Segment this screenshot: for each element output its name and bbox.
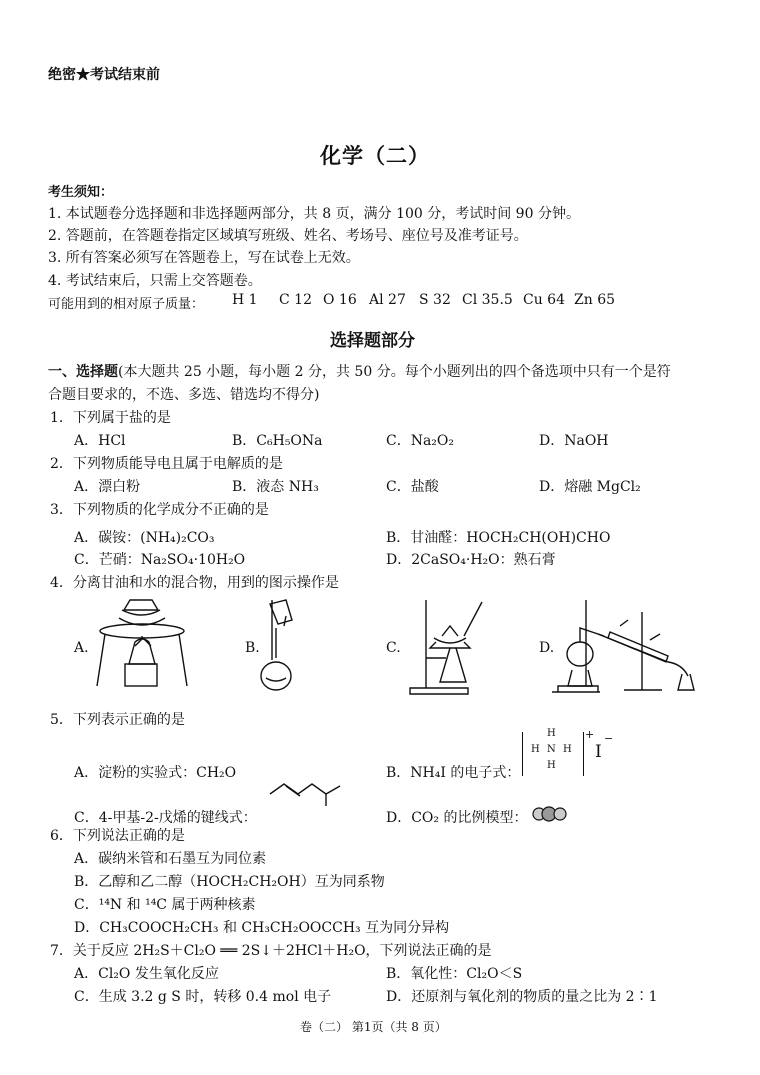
option-b: B．C₆H₅ONa — [232, 433, 323, 449]
skeletal-formula-icon — [268, 776, 348, 806]
part-label: 一、选择题 — [48, 364, 118, 380]
notice-heading: 考生须知： — [48, 185, 114, 200]
page-footer: 卷（二） 第1页（共 8 页） — [300, 1020, 447, 1034]
option-d: D．熔融 MgCl₂ — [539, 479, 641, 495]
option-a: A．漂白粉 — [74, 479, 141, 495]
part-description: (本大题共 25 小题，每小题 2 分，共 50 分。每个小题列出的四个备选项中只有一个是符 — [118, 364, 671, 380]
option-b: B．氧化性：Cl₂O＜S — [386, 966, 523, 982]
option-d: D．CO₂ 的比例模型： — [386, 810, 528, 826]
option-a: A．淀粉的实验式：CH₂O — [74, 765, 237, 781]
co2-model-icon — [532, 806, 568, 822]
atomic-mass: S 32 — [419, 292, 451, 308]
ammonium-bracket — [522, 728, 584, 776]
option-c: C．4-甲基-2-戊烯的键线式： — [74, 810, 257, 826]
section-title: 选择题部分 — [330, 331, 415, 351]
question-stem: 1．下列属于盐的是 — [50, 410, 171, 426]
option-a: A．HCl — [74, 433, 126, 449]
question-stem: 6．下列说法正确的是 — [50, 828, 185, 844]
transfer-apparatus-icon — [258, 598, 318, 694]
part-heading — [48, 361, 671, 381]
option-c: C．¹⁴N 和 ¹⁴C 属于两种核素 — [74, 897, 256, 913]
option-a: A．Cl₂O 发生氧化反应 — [74, 966, 219, 982]
option-c: C．芒硝：Na₂SO₄·10H₂O — [74, 552, 246, 568]
question-stem: 2．下列物质能导电且属于电解质的是 — [50, 456, 283, 472]
option-b: B．液态 NH₃ — [232, 479, 319, 495]
option-b: B．NH₄I 的电子式： — [386, 765, 521, 781]
atomic-mass: Zn 65 — [574, 292, 616, 308]
question-stem: 4．分离甘油和水的混合物，用到的图示操作是 — [50, 575, 339, 591]
option-c: C. — [386, 640, 401, 656]
option-a: A. — [74, 640, 89, 656]
evaporating-dish-apparatus-icon — [406, 598, 486, 698]
nitrogen-atom: N — [547, 744, 556, 755]
iodide-symbol: I — [595, 742, 602, 762]
notice-item: 3. 所有答案必须写在答题卷上，写在试卷上无效。 — [48, 250, 360, 266]
notice-item: 1. 本试题卷分选择题和非选择题两部分，共 8 页，满分 100 分，考试时间 90 分钟。 — [48, 206, 580, 222]
option-c: C．生成 3.2 g S 时，转移 0.4 mol 电子 — [74, 989, 332, 1005]
question-stem: 5．下列表示正确的是 — [50, 712, 185, 728]
hydrogen-atom: H — [547, 760, 556, 771]
secret-label: 绝密★考试结束前 — [48, 67, 160, 83]
hydrogen-atom: H — [547, 728, 556, 739]
atomic-mass: Al 27 — [369, 292, 406, 308]
evaporation-apparatus-icon — [95, 596, 190, 692]
option-d: D. — [539, 640, 555, 656]
iodide-charge: − — [604, 732, 614, 745]
option-c: C．Na₂O₂ — [386, 433, 455, 449]
option-b: B．乙醇和乙二醇（HOCH₂CH₂OH）互为同系物 — [74, 874, 385, 890]
atomic-mass: C 12 — [279, 292, 312, 308]
option-b: B．甘油醛：HOCH₂CH(OH)CHO — [386, 530, 611, 546]
option-d: D．CH₃COOCH₂CH₃ 和 CH₃CH₂OOCCH₃ 互为同分异构 — [74, 920, 450, 936]
option-d: D．还原剂与氧化剂的物质的量之比为 2∶1 — [386, 989, 658, 1005]
option-a: A．碳纳米管和石墨互为同位素 — [74, 851, 267, 867]
option-a: A．碳铵：(NH₄)₂CO₃ — [74, 530, 215, 546]
atomic-mass: Cu 64 — [523, 292, 565, 308]
hydrogen-atom: H — [563, 744, 572, 755]
question-stem: 3．下列物质的化学成分不正确的是 — [50, 502, 269, 518]
page-title: 化学（二） — [320, 143, 430, 168]
atomic-mass: Cl 35.5 — [462, 292, 513, 308]
notice-item: 2. 答题前，在答题卷指定区域填写班级、姓名、考场号、座位号及准考证号。 — [48, 228, 528, 244]
option-c: C．盐酸 — [386, 479, 439, 495]
atomic-mass: H 1 — [232, 292, 258, 308]
option-b: B. — [245, 640, 260, 656]
question-stem: 7．关于反应 2H₂S＋Cl₂O ══ 2S↓＋2HCl＋H₂O，下列说法正确的是 — [50, 943, 492, 959]
notice-item: 4. 考试结束后，只需上交答题卷。 — [48, 273, 262, 289]
hydrogen-atom: H — [531, 744, 540, 755]
ammonium-charge: + — [585, 728, 595, 741]
option-d: D．NaOH — [539, 433, 609, 449]
part-description-cont: 合题目要求的，不选、多选、错选均不得分) — [48, 387, 320, 403]
option-d: D．2CaSO₄·H₂O：熟石膏 — [386, 552, 556, 568]
atomic-mass-label: 可能用到的相对原子质量： — [48, 297, 205, 312]
distillation-apparatus-icon — [550, 596, 710, 698]
atomic-mass: O 16 — [323, 292, 357, 308]
